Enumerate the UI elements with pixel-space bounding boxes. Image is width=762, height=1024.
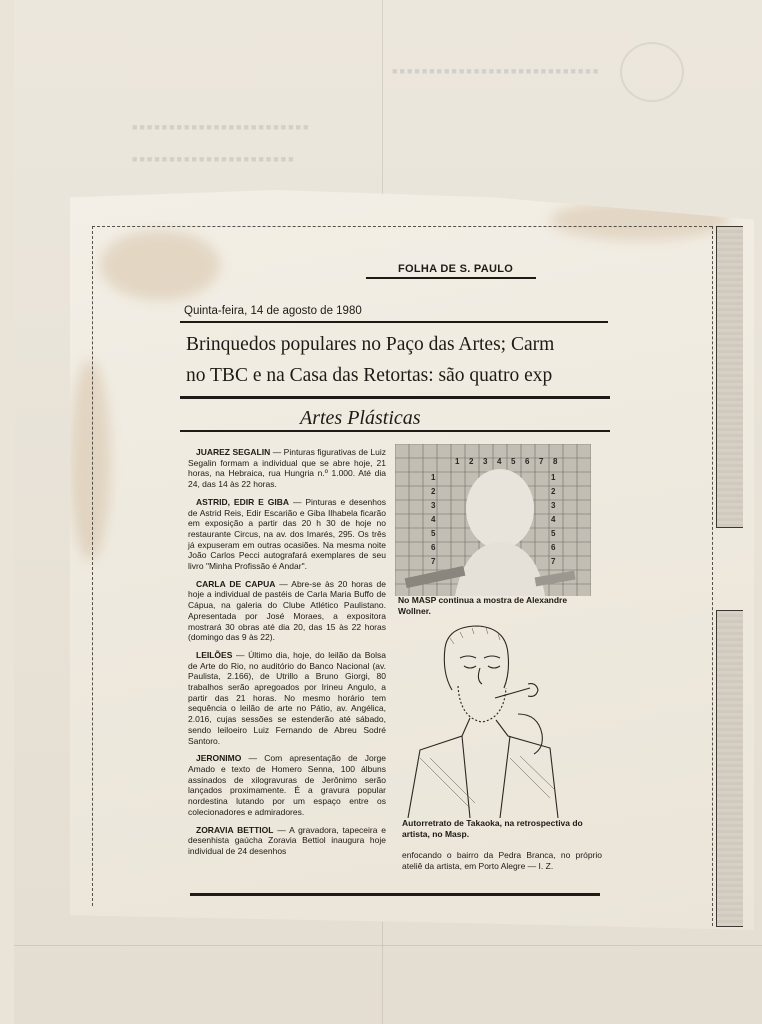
grid-number: 5 [511, 457, 516, 466]
article-body: — A gravadora, tapeceira e desenhista gaúcha Zoravia Bettiol inaugura hoje individual de 24 desenhos [188, 824, 387, 856]
grid-number: 1 [551, 473, 556, 482]
article-lead: LEILÕES [196, 649, 233, 660]
clipping-border-top [92, 226, 712, 227]
grid-number: 2 [469, 457, 474, 466]
grid-number: 2 [431, 487, 436, 496]
article-lead: ZORAVIA BETTIOL [196, 824, 274, 835]
article-item [188, 497, 386, 572]
grid-number: 8 [553, 457, 558, 466]
article-item [188, 650, 386, 746]
masthead-rule [366, 277, 536, 279]
newspaper-name: FOLHA DE S. PAULO [398, 263, 514, 275]
grid-number: 1 [455, 457, 460, 466]
section-rule [180, 430, 610, 432]
section-title: Artes Plásticas [300, 407, 421, 429]
article-body: — Último dia, hoje, do leilão da Bolsa de Arte do Rio, no auditório do Banco Nacional (av. Paulista, 2.166), de Utrillo a Bruno Giorgi, 80 trabalhos serão apregoados por Irineu Angulo, a partir das 21 horas. No mesmo horário tem sequência o leilão de arte no Pátio, av. Angélica, 2.016, cujas sessões se estenderão até sábado, sendo leiloeiro Luiz Fernando de Abreu Sodré Santoro. [188, 649, 386, 746]
grid-number: 4 [431, 515, 436, 524]
article-lead: JERONIMO [196, 753, 242, 764]
headline-line-1: Brinquedos populares no Paço das Artes; Carm [186, 334, 555, 355]
takaoka-portrait [400, 618, 570, 818]
grid-number: 6 [525, 457, 530, 466]
article-continuation: enfocando o bairro da Pedra Branca, no próprio ateliê da artista, em Porto Alegre — I. Z. [402, 850, 602, 871]
article-body: — Pinturas e desenhos de Astrid Reis, Edir Escarião e Giba Ilhabela ficarão em exposição a partir das 20 h 30 de hoje no restaurante Circus, na av. dos Imarés, 295. Os três já expuseram em outras ocasiões. Na mesma noite João Carlos Pecci autografará exemplares de seu livro "Minha Profissão é Andar". [188, 496, 386, 572]
dateline-rule [180, 321, 608, 323]
photo-caption: No MASP continua a mostra de Alexandre Wollner. [398, 595, 568, 616]
article-item [188, 579, 386, 643]
grid-number: 7 [431, 557, 436, 566]
article-body: — Abre-se às 20 horas de hoje a individual de pastéis de Carla Maria Buffo de Cápua, na galeria do Clube Atlético Paulistano. Apresentada por José Moraes, a expositora mostrará 30 obras até dia 20, das 15 às 22 horas (domingo das 9 às 22). [188, 578, 386, 643]
article-item [188, 825, 386, 857]
grid-number: 2 [551, 487, 556, 496]
grid-number: 7 [539, 457, 544, 466]
grid-number: 1 [431, 473, 436, 482]
age-stain [100, 230, 220, 300]
article-item [188, 447, 386, 490]
grid-number: 4 [551, 515, 556, 524]
issue-date: Quinta-feira, 14 de agosto de 1980 [184, 305, 362, 317]
article-lead: ASTRID, EDIR E GIBA [196, 496, 290, 507]
headline-line-2: no TBC e na Casa das Retortas: são quatro exp [186, 365, 553, 386]
article-body: — Pinturas figurativas de Luiz Segalin formam a individual que se abre hoje, 21 horas, na Hebraica, rua Hungria n.º 1.000. Até dia 24, das 14 às 22 horas. [188, 447, 386, 490]
portrait-caption: Autorretrato de Takaoka, na retrospectiva do artista, no Masp. [402, 818, 583, 839]
self-portrait-drawing [400, 618, 570, 818]
page-edge-strip [716, 610, 743, 927]
grid-number: 7 [551, 557, 556, 566]
bottom-rule [190, 893, 600, 896]
grid-portrait-image [395, 444, 591, 596]
clipping-border-left [92, 226, 93, 906]
page-edge-strip [716, 226, 743, 528]
age-stain [70, 360, 110, 560]
grid-number: 5 [551, 529, 556, 538]
grid-number: 3 [483, 457, 488, 466]
wollner-photo [395, 444, 591, 596]
article-item [188, 753, 386, 817]
bleed-through-text: ■■■■■■■■■■■■■■■■■■■■■■■■■■■■ [390, 66, 599, 76]
bleed-through-stamp [620, 42, 684, 102]
bleed-through-text: ■■■■■■■■■■■■■■■■■■■■■■ [130, 154, 294, 164]
grid-number: 6 [431, 543, 436, 552]
grid-number: 4 [497, 457, 502, 466]
grid-number: 6 [551, 543, 556, 552]
paper-fold-horizontal [14, 945, 762, 946]
grid-number: 3 [551, 501, 556, 510]
article-lead: JUAREZ SEGALIN [196, 447, 271, 457]
grid-number: 3 [431, 501, 436, 510]
article-body: — Com apresentação de Jorge Amado e texto de Homero Senna, 100 álbuns assinados de xilogravuras de Jerônimo serão lançados proximamente. É a gravura popular nordestina lutando por um espaço entre os colecionadores e admiradores. [188, 753, 386, 817]
headline-rule [180, 396, 610, 399]
grid-number: 5 [431, 529, 436, 538]
clipping-border-right [712, 226, 713, 926]
bleed-through-text: ■■■■■■■■■■■■■■■■■■■■■■■■ [130, 122, 309, 132]
article-lead: CARLA DE CAPUA [196, 578, 276, 589]
article-column [188, 447, 386, 864]
